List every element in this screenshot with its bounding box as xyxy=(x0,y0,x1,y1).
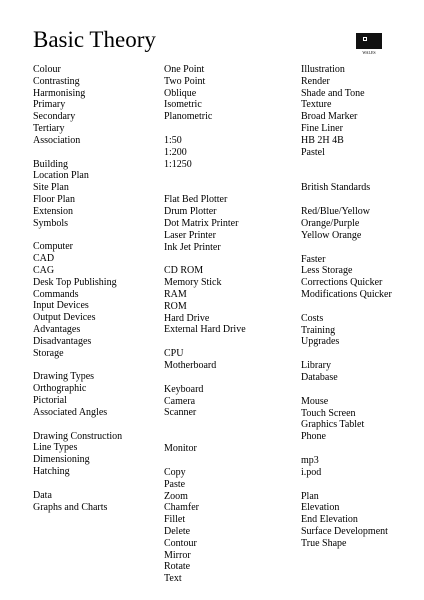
term-item: Orange/Purple xyxy=(301,217,360,229)
logo-mark xyxy=(363,37,367,41)
term-item: Primary xyxy=(33,99,66,111)
term-item: Rotate xyxy=(164,561,191,573)
term-group xyxy=(164,384,246,419)
term-item: Render xyxy=(301,75,330,87)
term-item: Modifications Quicker xyxy=(301,288,392,300)
term-group xyxy=(164,135,246,170)
term-item: Database xyxy=(301,371,338,383)
term-item: Mouse xyxy=(301,395,329,407)
term-item: 1:1250 xyxy=(164,158,192,170)
term-item: Commands xyxy=(33,288,79,300)
term-item: Association xyxy=(33,134,81,146)
term-item: Pictorial xyxy=(33,394,67,406)
term-group xyxy=(164,443,246,455)
term-item: ROM xyxy=(164,300,187,312)
term-item: Illustration xyxy=(301,64,345,75)
term-group xyxy=(301,64,392,158)
term-item: mp3 xyxy=(301,454,319,466)
term-item: Surface Development xyxy=(301,525,388,537)
term-group xyxy=(164,194,246,253)
term-item: Texture xyxy=(301,99,332,111)
term-group xyxy=(33,371,122,418)
term-item: Fillet xyxy=(164,514,186,526)
term-item: Shade and Tone xyxy=(301,87,365,99)
term-group xyxy=(33,431,122,478)
term-item: Data xyxy=(33,489,52,501)
term-item: Desk Top Publishing xyxy=(33,276,117,288)
term-item: Computer xyxy=(33,241,73,253)
term-item: Camera xyxy=(164,395,196,407)
term-item: Paste xyxy=(164,478,186,490)
term-item: CAG xyxy=(33,264,55,276)
term-item: Oblique xyxy=(164,87,197,99)
term-item: Faster xyxy=(301,253,326,265)
term-item: Harmonising xyxy=(33,87,86,99)
term-item: Upgrades xyxy=(301,336,340,348)
term-item: Ink Jet Printer xyxy=(164,241,221,253)
term-item: Colour xyxy=(33,64,61,75)
term-item: RAM xyxy=(164,288,187,300)
term-item: Delete xyxy=(164,525,191,537)
term-group xyxy=(301,313,392,348)
term-item: Memory Stick xyxy=(164,277,222,289)
term-item: Line Types xyxy=(33,442,78,454)
term-item: Touch Screen xyxy=(301,407,356,419)
term-item: Building xyxy=(33,158,69,170)
logo-text: WALES xyxy=(362,50,376,55)
term-item: Contrasting xyxy=(33,75,80,87)
term-item: Storage xyxy=(33,347,64,359)
term-item: Mirror xyxy=(164,549,191,561)
term-item: Training xyxy=(301,324,336,336)
term-item: CPU xyxy=(164,348,184,360)
term-item: External Hard Drive xyxy=(164,324,246,336)
term-item: Output Devices xyxy=(33,312,96,324)
term-item: Flat Bed Plotter xyxy=(164,194,228,206)
term-item: Hard Drive xyxy=(164,312,210,324)
term-group xyxy=(33,159,122,230)
term-item: Broad Marker xyxy=(301,111,358,123)
term-group xyxy=(33,490,122,514)
term-item: Corrections Quicker xyxy=(301,277,383,289)
term-item: Isometric xyxy=(164,99,202,111)
term-item: Dimensioning xyxy=(33,454,90,466)
column-2 xyxy=(164,64,246,585)
term-item: Graphics Tablet xyxy=(301,419,365,431)
term-item: Orthographic xyxy=(33,383,87,395)
term-item: Laser Printer xyxy=(164,229,216,241)
term-item: Copy xyxy=(164,466,186,478)
term-item: Library xyxy=(301,360,331,372)
term-item: Hatching xyxy=(33,465,70,477)
column-1 xyxy=(33,64,122,513)
term-item: Disadvantages xyxy=(33,335,92,347)
term-item: British Standards xyxy=(301,182,371,194)
term-item: Planometric xyxy=(164,111,213,123)
term-group xyxy=(164,467,246,585)
term-item: Pastel xyxy=(301,146,325,158)
term-item: Keyboard xyxy=(164,383,204,395)
term-item: Less Storage xyxy=(301,265,353,277)
framed-picture-logo-icon xyxy=(356,33,382,49)
term-item: Graphs and Charts xyxy=(33,501,108,513)
term-item: One Point xyxy=(164,64,205,75)
term-group xyxy=(164,265,246,336)
term-item: CD ROM xyxy=(164,265,204,277)
term-item: Monitor xyxy=(164,443,197,455)
term-item: i.pod xyxy=(301,466,322,478)
term-item: Phone xyxy=(301,431,326,443)
term-item: Symbols xyxy=(33,217,69,229)
term-item: Drum Plotter xyxy=(164,206,217,218)
term-group xyxy=(301,455,392,479)
term-item: Zoom xyxy=(164,490,188,502)
term-item: Text xyxy=(164,573,182,585)
term-item: Plan xyxy=(301,490,319,502)
term-group xyxy=(301,491,392,550)
column-3 xyxy=(301,64,392,550)
term-group xyxy=(301,254,392,301)
term-item: Red/Blue/Yellow xyxy=(301,206,370,218)
term-item: Associated Angles xyxy=(33,406,108,418)
term-group xyxy=(301,396,392,443)
logo xyxy=(356,33,382,55)
term-group xyxy=(33,241,122,359)
term-item: Secondary xyxy=(33,111,76,123)
term-item: HB 2H 4B xyxy=(301,134,344,146)
term-item: Contour xyxy=(164,537,197,549)
term-item: Location Plan xyxy=(33,170,89,182)
term-group xyxy=(33,64,122,147)
term-item: End Elevation xyxy=(301,514,358,526)
term-item: Scanner xyxy=(164,407,197,419)
term-group xyxy=(301,360,392,384)
term-item: Floor Plan xyxy=(33,193,75,205)
term-item: Elevation xyxy=(301,502,340,514)
term-item: Two Point xyxy=(164,75,206,87)
term-item: Drawing Construction xyxy=(33,430,123,442)
term-item: Costs xyxy=(301,312,324,324)
term-item: Tertiary xyxy=(33,122,65,134)
term-item: Advantages xyxy=(33,323,81,335)
term-item: Input Devices xyxy=(33,300,89,312)
term-group xyxy=(164,348,246,372)
term-item: Fine Liner xyxy=(301,122,343,134)
term-item: Yellow Orange xyxy=(301,229,362,241)
term-item: Chamfer xyxy=(164,502,199,514)
term-item: Drawing Types xyxy=(33,371,95,383)
term-group xyxy=(301,182,392,194)
term-group xyxy=(164,64,246,123)
term-item: Site Plan xyxy=(33,182,69,194)
term-item: Motherboard xyxy=(164,359,217,371)
term-item: True Shape xyxy=(301,537,347,549)
page-title: Basic Theory xyxy=(33,27,156,52)
term-item: Dot Matrix Printer xyxy=(164,217,239,229)
term-item: 1:50 xyxy=(164,134,182,146)
term-item: 1:200 xyxy=(164,146,187,158)
term-item: Extension xyxy=(33,205,73,217)
term-item: CAD xyxy=(33,253,55,265)
term-group xyxy=(301,206,392,241)
